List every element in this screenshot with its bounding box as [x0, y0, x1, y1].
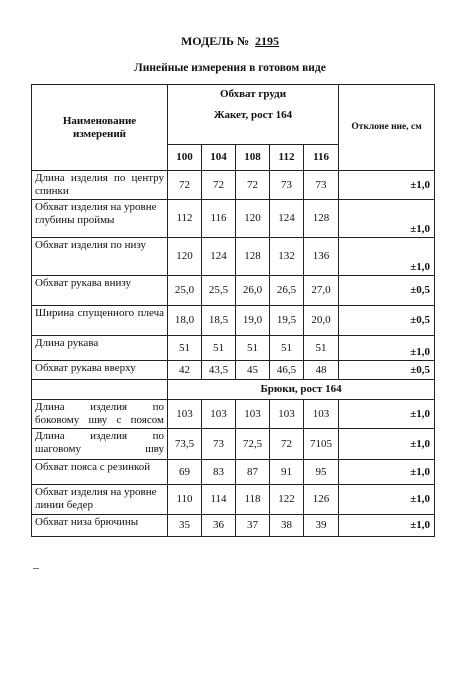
table-row: [32, 276, 435, 306]
row-value: 39: [304, 515, 339, 537]
row-value: 73: [270, 171, 304, 200]
row-value: 73: [304, 171, 339, 200]
row-value: 19,0: [236, 306, 270, 336]
size-header: 108: [236, 145, 270, 171]
row-value: 20,0: [304, 306, 339, 336]
row-value: 103: [270, 400, 304, 429]
row-name: Длина изделия по центру спинки: [32, 171, 168, 200]
row-value: 26,0: [236, 276, 270, 306]
row-value: 103: [236, 400, 270, 429]
row-value: 18,5: [202, 306, 236, 336]
pants-header-spacer: [32, 380, 168, 400]
table-row: [32, 361, 435, 380]
group-header: [168, 85, 339, 145]
row-value: 45: [236, 361, 270, 380]
row-value: 136: [304, 238, 339, 276]
row-tolerance: ±1,0: [339, 515, 435, 537]
row-name: Обхват изделия на уровне глубины проймы: [32, 200, 168, 238]
table-row: [32, 400, 435, 429]
row-value: 124: [202, 238, 236, 276]
row-value: 73: [202, 429, 236, 460]
row-value: 72: [236, 171, 270, 200]
row-value: 112: [168, 200, 202, 238]
row-value: 132: [270, 238, 304, 276]
row-name: Обхват изделия по низу: [32, 238, 168, 276]
row-value: 73,5: [168, 429, 202, 460]
row-tolerance: ±0,5: [339, 276, 435, 306]
row-value: 26,5: [270, 276, 304, 306]
row-value: 46,5: [270, 361, 304, 380]
row-name: Обхват рукава вверху: [32, 361, 168, 380]
row-tolerance: ±1,0: [339, 429, 435, 460]
row-value: 103: [304, 400, 339, 429]
row-value: 122: [270, 485, 304, 515]
jacket-header: Жакет, рост 164: [213, 109, 293, 121]
row-value: 103: [168, 400, 202, 429]
row-value: 36: [202, 515, 236, 537]
row-value: 51: [236, 336, 270, 361]
row-value: 118: [236, 485, 270, 515]
row-value: 120: [168, 238, 202, 276]
row-value: 72,5: [236, 429, 270, 460]
row-value: 25,0: [168, 276, 202, 306]
row-name: Обхват изделия на уровне линии бедер: [32, 485, 168, 515]
row-value: 103: [202, 400, 236, 429]
row-tolerance: ±1,0: [339, 238, 435, 276]
row-value: 128: [236, 238, 270, 276]
size-header: 116: [304, 145, 339, 171]
row-value: 18,0: [168, 306, 202, 336]
row-value: 25,5: [202, 276, 236, 306]
row-value: 110: [168, 485, 202, 515]
row-value: 124: [270, 200, 304, 238]
table-row: [32, 485, 435, 515]
size-header: 104: [202, 145, 236, 171]
row-value: 51: [202, 336, 236, 361]
row-value: 72: [168, 171, 202, 200]
row-value: 120: [236, 200, 270, 238]
table-row: [32, 429, 435, 460]
row-value: 72: [202, 171, 236, 200]
row-tolerance: ±0,5: [339, 306, 435, 336]
table-row: [32, 171, 435, 200]
row-value: 48: [304, 361, 339, 380]
row-value: 38: [270, 515, 304, 537]
row-value: 91: [270, 460, 304, 485]
table-row: [32, 515, 435, 537]
row-value: 87: [236, 460, 270, 485]
table-row: [32, 336, 435, 361]
size-header: 112: [270, 145, 304, 171]
table-row: [32, 238, 435, 276]
measurements-table: [31, 84, 435, 537]
footer-mark: –: [33, 560, 39, 574]
row-value: 19,5: [270, 306, 304, 336]
row-value: 114: [202, 485, 236, 515]
table-row: [32, 306, 435, 336]
row-name: Обхват пояса с резинкой: [32, 460, 168, 485]
row-name: Обхват рукава внизу: [32, 276, 168, 306]
row-value: 27,0: [304, 276, 339, 306]
table-row: [32, 200, 435, 238]
row-value: 51: [168, 336, 202, 361]
pants-header: Брюки, рост 164: [168, 380, 435, 400]
row-value: 69: [168, 460, 202, 485]
row-name: Длина изделия по шаговому шву: [32, 429, 168, 460]
row-name: Ширина спущенного плеча: [32, 306, 168, 336]
table-subtitle: Линейные измерения в готовом виде: [134, 62, 326, 74]
model-label: МОДЕЛЬ №: [180, 34, 250, 48]
row-value: 128: [304, 200, 339, 238]
row-name: Обхват низа брючины: [32, 515, 168, 537]
row-name: Длина рукава: [32, 336, 168, 361]
group-header-label: Обхват груди: [219, 88, 287, 100]
row-name: Длина изделия по боковому шву с поясом: [32, 400, 168, 429]
row-tolerance: ±0,5: [339, 361, 435, 380]
model-title: [0, 34, 460, 49]
row-value: 83: [202, 460, 236, 485]
table-row: [32, 460, 435, 485]
row-value: 126: [304, 485, 339, 515]
row-tolerance: ±1,0: [339, 485, 435, 515]
row-value: 7105: [304, 429, 339, 460]
row-tolerance: ±1,0: [339, 336, 435, 361]
row-value: 51: [304, 336, 339, 361]
row-tolerance: ±1,0: [339, 400, 435, 429]
row-value: 42: [168, 361, 202, 380]
row-value: 35: [168, 515, 202, 537]
row-tolerance: ±1,0: [339, 171, 435, 200]
row-value: 51: [270, 336, 304, 361]
row-value: 95: [304, 460, 339, 485]
column-header-tolerance: Отклоне ние, см: [339, 85, 435, 171]
row-value: 43,5: [202, 361, 236, 380]
row-value: 72: [270, 429, 304, 460]
model-number: 2195: [255, 34, 280, 48]
row-tolerance: ±1,0: [339, 200, 435, 238]
row-value: 116: [202, 200, 236, 238]
row-value: 37: [236, 515, 270, 537]
column-header-name: Наименование измерений: [32, 85, 168, 171]
size-header: 100: [168, 145, 202, 171]
row-tolerance: ±1,0: [339, 460, 435, 485]
